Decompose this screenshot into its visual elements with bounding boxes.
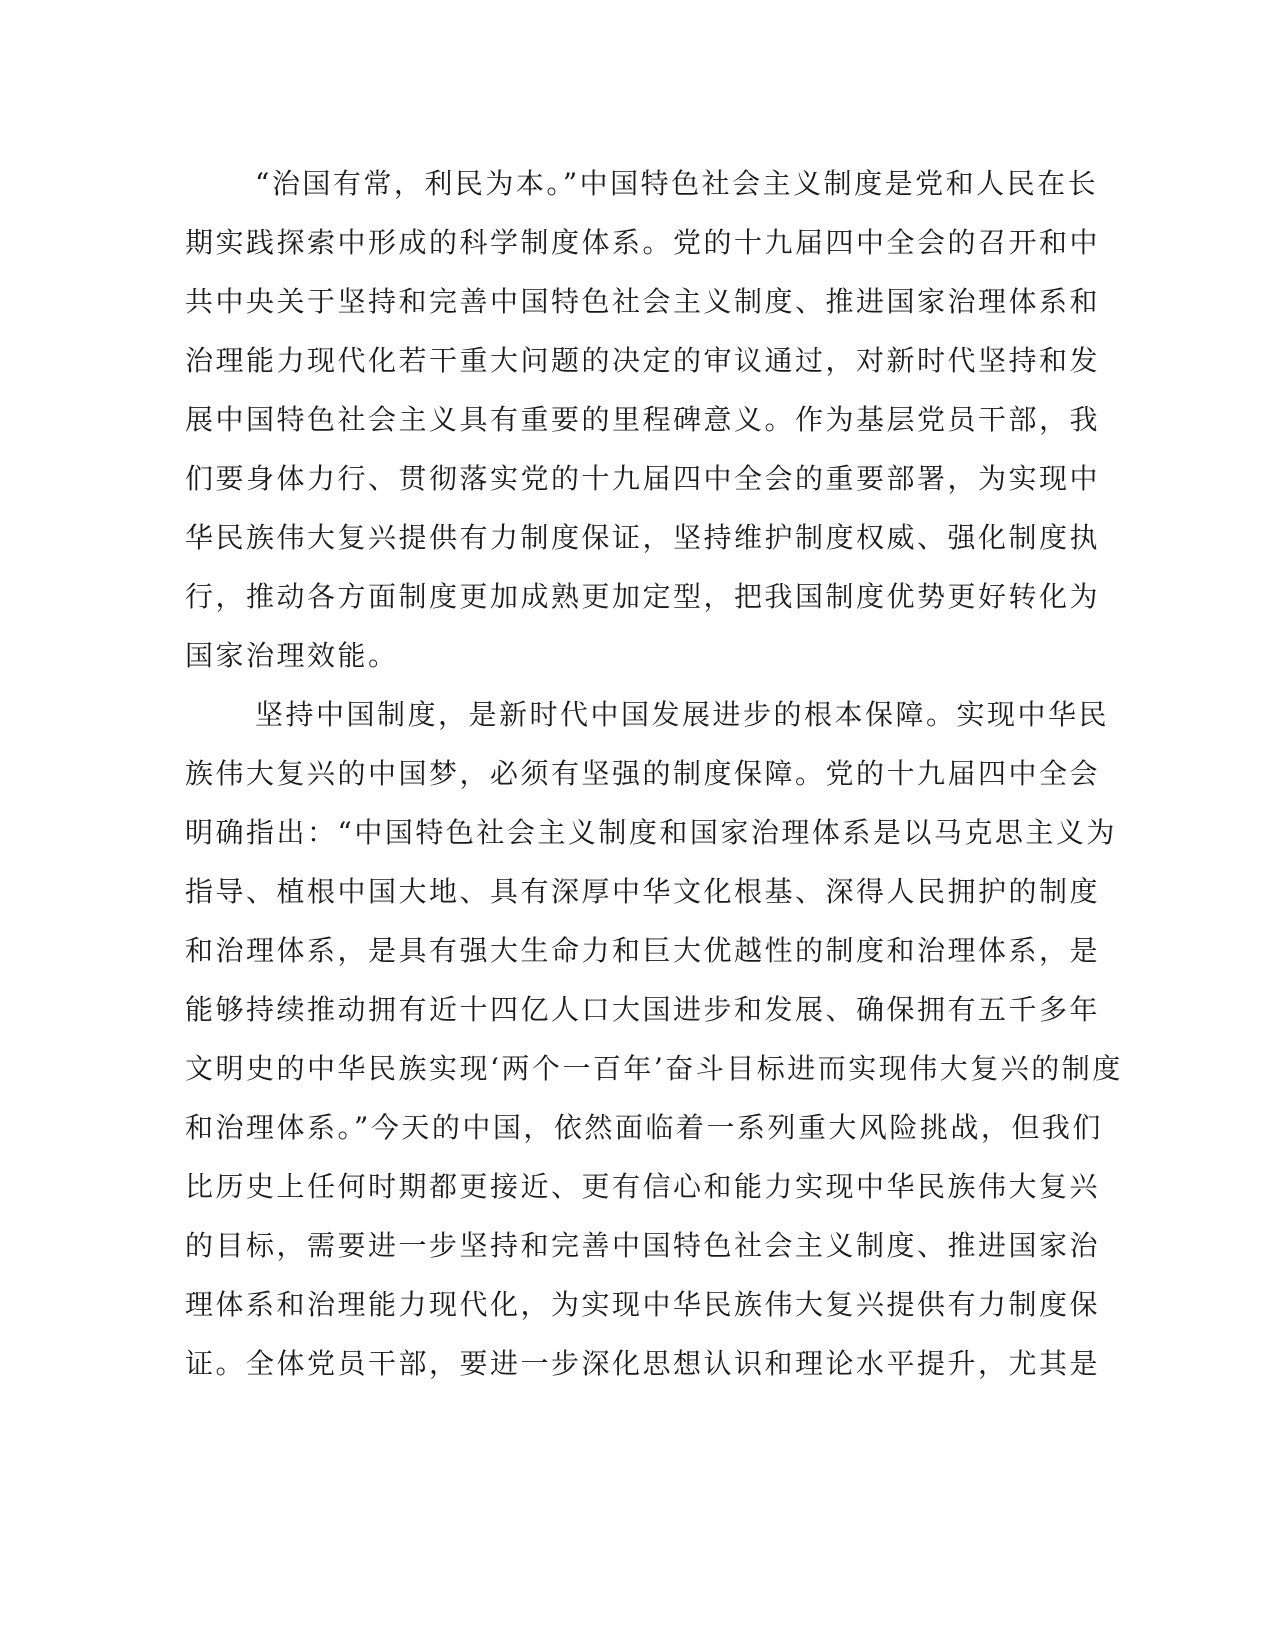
paragraph-2-line-7: 文明史的中华民族实现‘两个一百年’奋斗目标进而实现伟大复兴的制度 [185,1052,1123,1085]
paragraph-2-line-10: 的目标，需要进一步坚持和完善中国特色社会主义制度、推进国家治 [185,1229,1101,1262]
paragraph-2-line-4: 指导、植根中国大地、具有深厚中华文化根基、深得人民拥护的制度 [185,875,1101,908]
paragraph-2-line-3: 明确指出：“中国特色社会主义制度和国家治理体系是以马克思主义为 [185,816,1117,849]
paragraph-2-line-8: 和治理体系。”今天的中国，依然面临着一系列重大风险挑战，但我们 [185,1111,1103,1144]
paragraph-2-line-5: 和治理体系，是具有强大生命力和巨大优越性的制度和治理体系，是 [185,934,1101,967]
paragraph-1-line-7: 华民族伟大复兴提供有力制度保证，坚持维护制度权威、强化制度执 [185,521,1101,554]
paragraph-1-line-6: 们要身体力行、贯彻落实党的十九届四中全会的重要部署，为实现中 [185,462,1101,495]
paragraph-2-line-1: 坚持中国制度，是新时代中国发展进步的根本保障。实现中华民 [255,698,1110,731]
paragraph-1-line-1: “治国有常，利民为本。”中国特色社会主义制度是党和人民在长 [255,167,1099,200]
paragraph-2-line-9: 比历史上任何时期都更接近、更有信心和能力实现中华民族伟大复兴 [185,1170,1101,1203]
paragraph-1-line-4: 治理能力现代化若干重大问题的决定的审议通过，对新时代坚持和发 [185,344,1101,377]
paragraph-1-line-2: 期实践探索中形成的科学制度体系。党的十九届四中全会的召开和中 [185,226,1101,259]
paragraph-2-line-2: 族伟大复兴的中国梦，必须有坚强的制度保障。党的十九届四中全会 [185,757,1101,790]
paragraph-2-line-6: 能够持续推动拥有近十四亿人口大国进步和发展、确保拥有五千多年 [185,993,1101,1026]
paragraph-2-line-11: 理体系和治理能力现代化，为实现中华民族伟大复兴提供有力制度保 [185,1288,1101,1321]
paragraph-2-line-12: 证。全体党员干部，要进一步深化思想认识和理论水平提升，尤其是 [185,1347,1101,1380]
paragraph-1-line-5: 展中国特色社会主义具有重要的里程碑意义。作为基层党员干部，我 [185,403,1101,436]
paragraph-1-line-9: 国家治理效能。 [185,639,399,672]
paragraph-1-line-3: 共中央关于坚持和完善中国特色社会主义制度、推进国家治理体系和 [185,285,1101,318]
paragraph-1-line-8: 行，推动各方面制度更加成熟更加定型，把我国制度优势更好转化为 [185,580,1101,613]
